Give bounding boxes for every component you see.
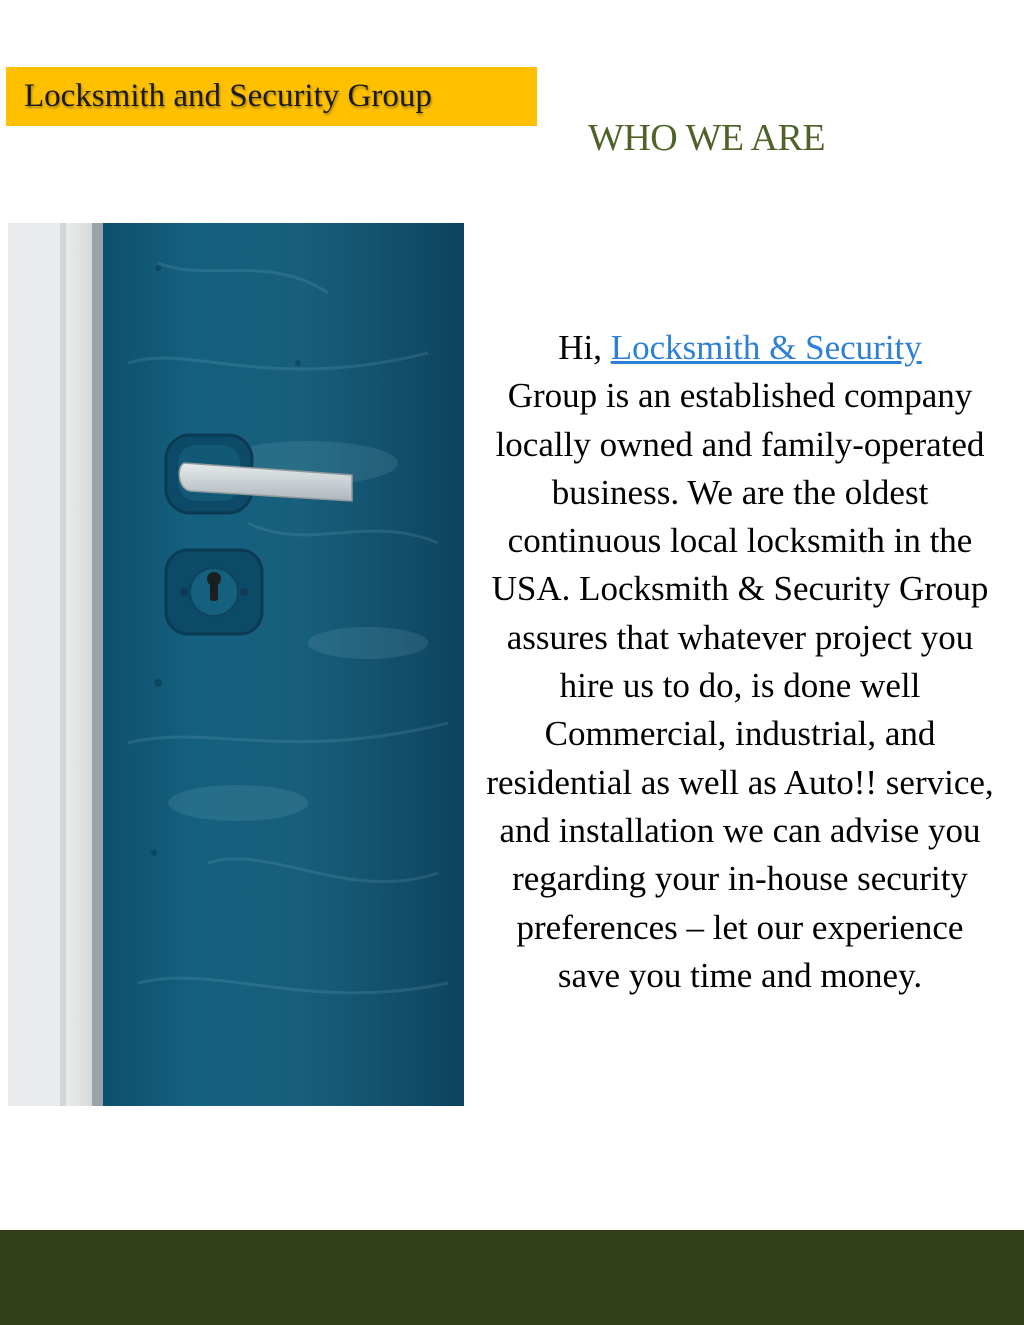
company-link[interactable]: Locksmith & Security [610, 328, 922, 367]
door-photo [8, 223, 464, 1106]
brand-badge [6, 67, 537, 126]
intro-body: Group is an established company locally owned and family-operated business. We are the oldest continuous local locksmith in the USA. Locksmith & Security Group assures that whatever project you hire us to do, is done well Commercial, industrial, and residential as well as Auto!! service, and installation we can advise you regarding your in-house security preferences – let our experience save you time and money. [486, 376, 994, 995]
footer-band [0, 1230, 1024, 1325]
intro-paragraph [482, 324, 998, 1000]
intro-greeting: Hi, [558, 328, 611, 367]
brand-label: Locksmith and Security Group [24, 78, 432, 114]
section-heading: WHO WE ARE [588, 117, 826, 159]
door-handle-and-lock-icon [8, 223, 464, 1106]
